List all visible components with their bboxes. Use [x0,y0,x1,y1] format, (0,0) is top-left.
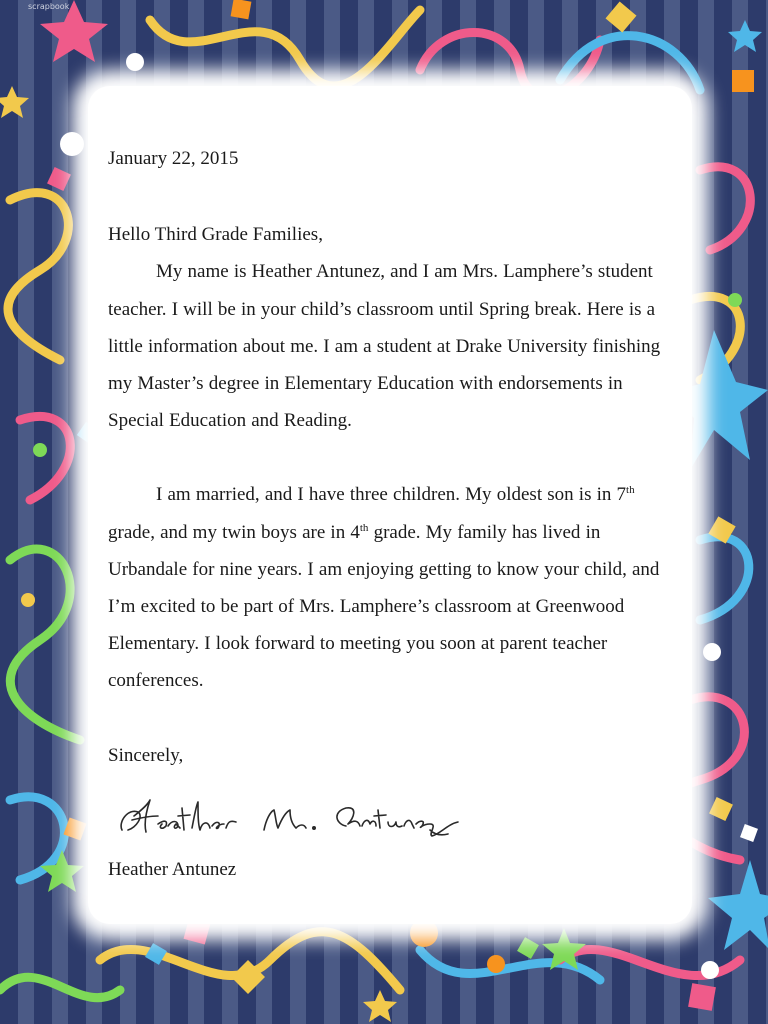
confetti-dot [728,293,742,307]
streamer [700,537,749,620]
confetti-star [728,20,762,52]
signer-name: Heather Antunez [108,859,237,880]
streamer [0,977,120,997]
confetti-square [231,0,252,19]
confetti-dot [126,53,144,71]
confetti-square [709,797,733,821]
confetti-square [740,824,758,842]
signature-drawing [114,794,474,842]
scan-stamp: scrapbook [28,2,70,11]
streamer [8,193,68,360]
confetti-square [517,937,539,959]
paragraph-introduction: My name is Heather Antunez, and I am Mrs. Lamphere’s student teacher. I will be in your child’s classroom until Spring break. Here is a little information about me. I am a student at Drake University finishing my Master’s degree in Elementary Education with endorsements in Special Education and Reading. [108,261,661,432]
para2-part2: grade, and my twin boys are in 4 [108,521,360,543]
handwritten-signature [114,794,474,842]
confetti-dot [60,132,84,156]
ordinal-suffix: th [359,521,369,534]
confetti-dot [703,643,721,661]
letter-date: January 22, 2015 [108,148,239,169]
confetti-dot [33,443,47,457]
letter-body [108,140,680,774]
letter-closing: Sincerely, [108,744,184,766]
confetti-square [688,983,716,1011]
streamer [10,549,80,740]
confetti-dot [21,593,35,607]
confetti-star [708,860,768,950]
streamer [150,10,420,86]
confetti-star [0,86,29,118]
confetti-dot [487,955,505,973]
streamer [20,416,70,500]
streamer [700,167,750,250]
confetti-dot [701,961,719,979]
confetti-star [363,990,397,1022]
confetti-square [47,167,71,191]
confetti-star [40,850,84,892]
para2-part1: I am married, and I have three children. My oldest son is in 7 [156,484,627,506]
confetti-square [606,2,637,33]
ordinal-suffix: th [626,484,635,497]
confetti-square [732,70,754,92]
paragraph-family [108,476,680,699]
letter-greeting: Hello Third Grade Families, [108,224,323,246]
confetti-square [145,943,167,965]
para2-part3: grade. My family has lived in Urbandale for nine years. I am enjoying getting to know your child, and I’m excited to be part of Mrs. Lamphere’s classroom at Greenwood Elementary. I look forward to meeting you soon at parent teacher conferences. [108,521,660,692]
